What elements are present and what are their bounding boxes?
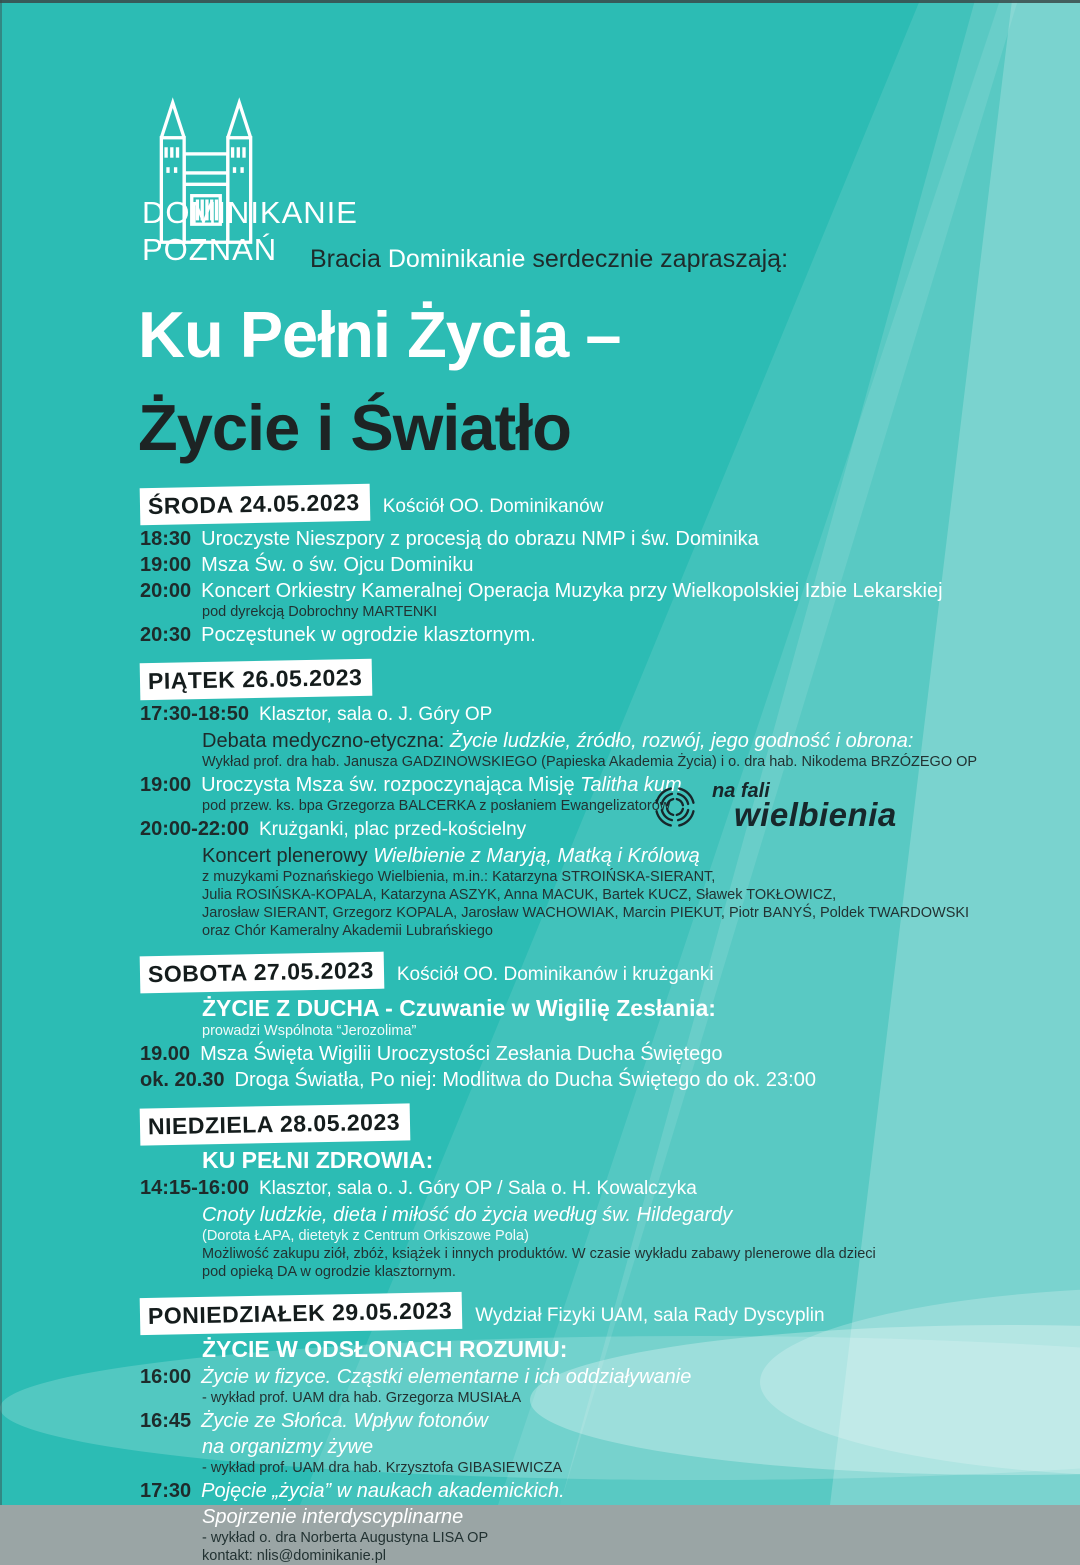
logo-text-wielbienia: wielbienia [734,796,897,833]
sound-waves-icon [648,780,702,834]
event-text: - wykład o. dra Norberta Augustyna LISA OP [202,1530,489,1546]
invitation-segment: Dominikanie [387,245,526,273]
event-line [140,1042,985,1066]
event-line [140,995,985,1022]
day-badge: PONIEDZIAŁEK 29.05.2023 [140,1292,463,1335]
event-time: ok. 20.30 [140,1069,225,1091]
event-line [140,1147,985,1174]
event-text: Pojęcie „życia” w naukach akademickich. [201,1480,565,1502]
event-text: Koncert Orkiestry Kameralnej Operacja Muzyka przy Wielkopolskiej Izbie Lekarskiej [201,580,943,602]
top-edge-line [0,0,1080,3]
event-text: Uroczyste Nieszpory z procesją do obrazu NMP i św. Dominika [201,528,759,550]
event-text: Jarosław SIERANT, Grzegorz KOPALA, Jarosław WACHOWIAK, Marcin PIEKUT, Piotr BANYŚ, Poldek TWARDOWSKI [202,905,970,921]
event-time: 18:30 [140,528,192,550]
event-line [140,869,985,886]
event-time: 17:30-18:50 [140,703,249,725]
day-section [140,1106,985,1281]
section-location: Wydział Fizyki UAM, sala Rady Dyscyplin [475,1305,825,1326]
invitation-segment: serdecznie zapraszają: [525,245,789,273]
event-line [140,1409,985,1433]
event-line [140,1176,985,1201]
event-line [140,754,985,771]
event-text: Wielbienie z Maryją, Matką i Królową [373,845,700,867]
event-text: oraz Chór Kameralny Akademii Lubrańskiego [202,923,493,939]
event-line [140,1479,985,1503]
event-text: pod opieką DA w ogrodzie klasztornym. [202,1264,456,1280]
event-line [140,623,985,647]
day-badge: SOBOTA 27.05.2023 [140,952,385,994]
event-text: Możliwość zakupu ziół, zbóż, książek i innych produktów. W czasie wykładu zabawy plenerowe dla dzieci [202,1246,876,1262]
event-line [140,604,985,621]
event-line [140,1530,985,1547]
day-badge: NIEDZIELA 28.05.2023 [140,1103,411,1145]
day-section [140,954,985,1092]
event-text: Koncert plenerowy [202,845,374,867]
event-line [140,527,985,551]
event-line [140,1390,985,1407]
event-line [140,887,985,904]
events [140,486,985,1565]
event-text: na organizmy żywe [202,1436,374,1458]
event-text: ŻYCIE Z DUCHA - Czuwanie w Wigilię Zesłania: [202,995,716,1021]
event-line [140,1505,985,1529]
event-line [140,923,985,940]
day-section [140,486,985,647]
section-header [140,661,985,699]
event-line [140,553,985,577]
event-line [140,1365,985,1389]
event-text: Poczęstunek w ogrodzie klasztornym. [201,624,536,646]
contact-line [140,1548,985,1565]
event-text: Wykład prof. dra hab. Janusza GADZINOWSKIEGO (Papieska Akademia Życia) i o. dra hab. Nikodema BRZÓZEGO OP [202,754,978,770]
event-text: z muzykami Poznańskiego Wielbienia, m.in.: Katarzyna STROIŃSKA-SIERANT, [202,869,716,885]
section-header [140,954,985,992]
event-text: pod przew. ks. bpa Grzegorza BALCERKA z posłaniem Ewangelizatorów [202,798,671,814]
event-text: Życie ze Słońca. Wpływ fotonów [201,1410,488,1432]
event-text: - wykład prof. UAM dra hab. Grzegorza MUSIAŁA [202,1390,522,1406]
event-line [140,844,985,868]
event-text: - wykład prof. UAM dra hab. Krzysztofa GIBASIEWICZA [202,1460,563,1476]
brand-line2: POZNAŃ [142,232,278,267]
invitation-segment: Bracia [310,245,388,273]
event-time: 17:30 [140,1480,192,1502]
event-line [140,905,985,922]
event-line [140,1068,985,1092]
title-line1: Ku Pełni Życia – [138,298,621,371]
day-section [140,1295,985,1547]
section-header [140,486,985,524]
event-time: 19:00 [140,774,192,796]
event-time: 16:45 [140,1410,192,1432]
event-text: Klasztor, sala o. J. Góry OP [258,704,493,725]
section-location: Kościół OO. Dominikanów [382,496,604,517]
left-edge-line [0,0,2,1505]
event-line [140,1435,985,1459]
event-line [140,579,985,603]
title-line2: Życie i Światło [138,391,571,464]
event-time: 16:00 [140,1366,192,1388]
section-header [140,1295,985,1333]
event-text: Debata medyczno-etyczna: [202,730,450,752]
day-badge: PIĄTEK 26.05.2023 [140,659,373,700]
event-text: Życie w fizyce. Cząstki elementarne i ich oddziaływanie [201,1366,692,1388]
event-text: Krużganki, plac przed-kościelny [258,819,527,840]
event-line [140,1228,985,1245]
event-text: pod dyrekcją Dobrochny MARTENKI [202,604,438,620]
event-time: 14:15-16:00 [140,1177,249,1199]
event-line [140,1023,985,1040]
event-text: Klasztor, sala o. J. Góry OP / Sala o. H. Kowalczyka [258,1178,697,1199]
event-text: Droga Światła, Po niej: Modlitwa do Ducha Świętego do ok. 23:00 [234,1069,816,1091]
event-line [140,1460,985,1477]
poster-title [138,288,621,474]
event-line [140,1336,985,1363]
nafali-wielbienia-logo [648,780,897,844]
event-text: prowadzi Wspólnota “Jerozolima” [202,1023,417,1039]
event-line [140,1264,985,1281]
section-location: Kościół OO. Dominikanów i krużganki [396,964,714,985]
event-text: ŻYCIE W ODSŁONACH ROZUMU: [202,1336,568,1362]
event-text: Cnoty ludzkie, dieta i miłość do życia według św. Hildegardy [202,1204,733,1226]
brand-line1: DOMINIKANIE [142,195,358,230]
event-time: 20:30 [140,624,192,646]
event-line [140,1203,985,1227]
event-time: 19.00 [140,1043,191,1065]
event-text: Spojrzenie interdyscyplinarne [202,1506,464,1528]
event-time: 20:00-22:00 [140,818,249,840]
event-text: Msza Św. o św. Ojcu Dominiku [201,554,474,576]
event-time: 20:00 [140,580,192,602]
event-line [140,729,985,753]
event-text: (Dorota ŁAPA, dietetyk z Centrum Orkiszowe Pola) [202,1228,529,1244]
event-line [140,702,985,727]
event-text: Msza Święta Wigilii Uroczystości Zesłania Ducha Świętego [200,1043,723,1065]
event-text: Talitha kum [580,774,682,796]
event-time: 19:00 [140,554,192,576]
event-text: Uroczysta Msza św. rozpoczynająca Misję [201,774,581,796]
event-text: Julia ROSIŃSKA-KOPALA, Katarzyna ASZYK, Anna MACUK, Bartek KUCZ, Sławek TOKŁOWICZ, [202,887,837,903]
event-line [140,1246,985,1263]
section-header [140,1106,985,1144]
event-text: KU PEŁNI ZDROWIA: [202,1147,434,1173]
day-badge: ŚRODA 24.05.2023 [140,484,370,525]
event-text: Życie ludzkie, źródło, rozwój, jego godność i obrona: [449,730,914,752]
logo-text-nafali: na fali [712,780,770,802]
contact-email: kontakt: nlis@dominikanie.pl [202,1548,386,1564]
invitation-line [310,245,788,274]
